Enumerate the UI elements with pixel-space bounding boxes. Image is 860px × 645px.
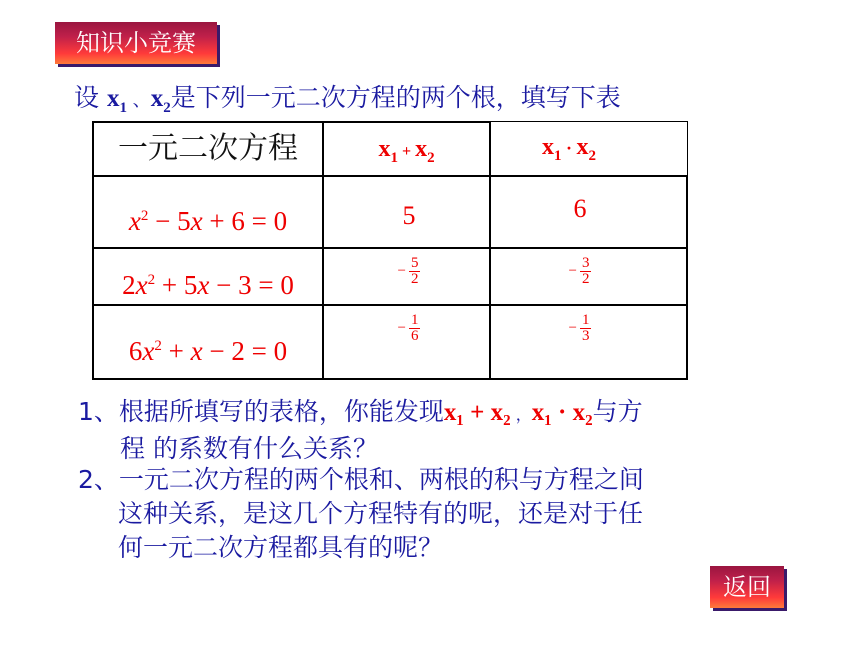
row3-product-num: 1	[581, 312, 590, 328]
row3-sum-sign: −	[397, 320, 406, 336]
table-border-right	[687, 121, 688, 176]
row2-sum	[324, 256, 494, 287]
row2-sum-den: 2	[410, 271, 419, 287]
header-equation: 一元二次方程	[118, 131, 298, 166]
question-1-line-2: 程 的系数有什么关系？	[120, 434, 378, 463]
question-1-line-1	[78, 395, 778, 432]
question-2-line-3: 何一元二次方程都具有的呢？	[118, 533, 444, 562]
row1-var2: x	[190, 206, 203, 236]
row2-coef: 2	[122, 270, 136, 300]
row1-var: x	[128, 206, 141, 236]
header-sum-x1: x	[378, 136, 391, 162]
row3-sum-num: 1	[410, 312, 419, 328]
row1-rest-a: − 5	[148, 206, 191, 236]
row2-rest-a: + 5	[155, 270, 198, 300]
row1-sum: 5	[402, 201, 416, 230]
row3-product	[490, 313, 670, 344]
table-border-bottom	[92, 378, 688, 380]
row2-product	[490, 256, 670, 287]
header-sum-x2-sub: 2	[427, 150, 435, 166]
row2-sum-num: 5	[410, 255, 419, 271]
header-sum-x2: x	[415, 136, 428, 162]
back-button[interactable]: 返回	[710, 566, 784, 608]
row1-rest-b: + 6 = 0	[202, 206, 288, 236]
row2-var: x	[135, 270, 148, 300]
row3-equation	[94, 326, 322, 371]
row2-product-num: 3	[581, 255, 590, 271]
header-product-op: ·	[561, 138, 577, 158]
table-border-top-right	[490, 121, 688, 122]
x2-sub: 2	[163, 100, 171, 116]
row3-coef: 6	[128, 336, 143, 366]
q1-text-b: 与方	[592, 397, 643, 426]
header-sum	[324, 126, 489, 181]
intro-text	[74, 78, 621, 117]
q1-text-a: 1、根据所填写的表格，你能发现	[78, 397, 444, 426]
q1-comma: ，	[510, 405, 532, 424]
header-product-x2: x	[576, 134, 589, 160]
row2-sum-sign: −	[397, 263, 406, 279]
question-2-line-2: 这种关系，是这几个方程特有的呢，还是对于任	[118, 499, 644, 528]
row3-rest-a: +	[161, 336, 191, 366]
title-badge: 知识小竞赛	[55, 22, 217, 64]
row2-exp: 2	[147, 272, 156, 288]
header-sum-op: +	[397, 143, 416, 160]
header-product-x1-sub: 1	[553, 148, 562, 164]
intro-prefix: 设	[74, 83, 107, 112]
row2-equation	[94, 260, 322, 305]
row2-rest-b: − 3 = 0	[209, 270, 294, 300]
row3-var2: x	[190, 336, 203, 366]
row3-var: x	[142, 336, 155, 366]
question-2	[78, 463, 778, 565]
header-product-x1: x	[541, 134, 554, 160]
intro-suffix: 是下列一元二次方程的两个根，填写下表	[170, 83, 621, 112]
question-2-line-1: 2、一元二次方程的两个根和、两根的积与方程之间	[78, 465, 644, 494]
row3-sum	[324, 313, 494, 344]
x2-var: x	[150, 85, 164, 112]
row1-exp: 2	[140, 208, 149, 224]
q1-sum-expr: x₁ + x₂	[443, 399, 511, 426]
table-border-top	[92, 121, 490, 123]
row3-product-den: 3	[581, 328, 590, 344]
row3-rest-b: − 2 = 0	[202, 336, 288, 366]
row2-product-sign: −	[568, 263, 577, 279]
row2-var2: x	[197, 270, 210, 300]
question-1	[78, 395, 778, 466]
table-row-divider	[92, 247, 688, 249]
intro-sep: 、	[126, 90, 151, 111]
row2-product-den: 2	[581, 271, 590, 287]
x1-var: x	[106, 85, 120, 112]
q1-product-expr: x₁ · x₂	[531, 399, 593, 426]
row1-product: 6	[573, 194, 587, 223]
x1-sub: 1	[119, 100, 127, 116]
table-border-right	[686, 176, 688, 380]
row3-exp: 2	[154, 338, 162, 354]
header-product	[470, 124, 668, 179]
header-product-x2-sub: 2	[588, 148, 596, 164]
header-sum-x1-sub: 1	[390, 150, 398, 166]
row3-sum-den: 6	[410, 328, 419, 344]
row1-equation	[94, 196, 322, 241]
row3-product-sign: −	[568, 320, 577, 336]
